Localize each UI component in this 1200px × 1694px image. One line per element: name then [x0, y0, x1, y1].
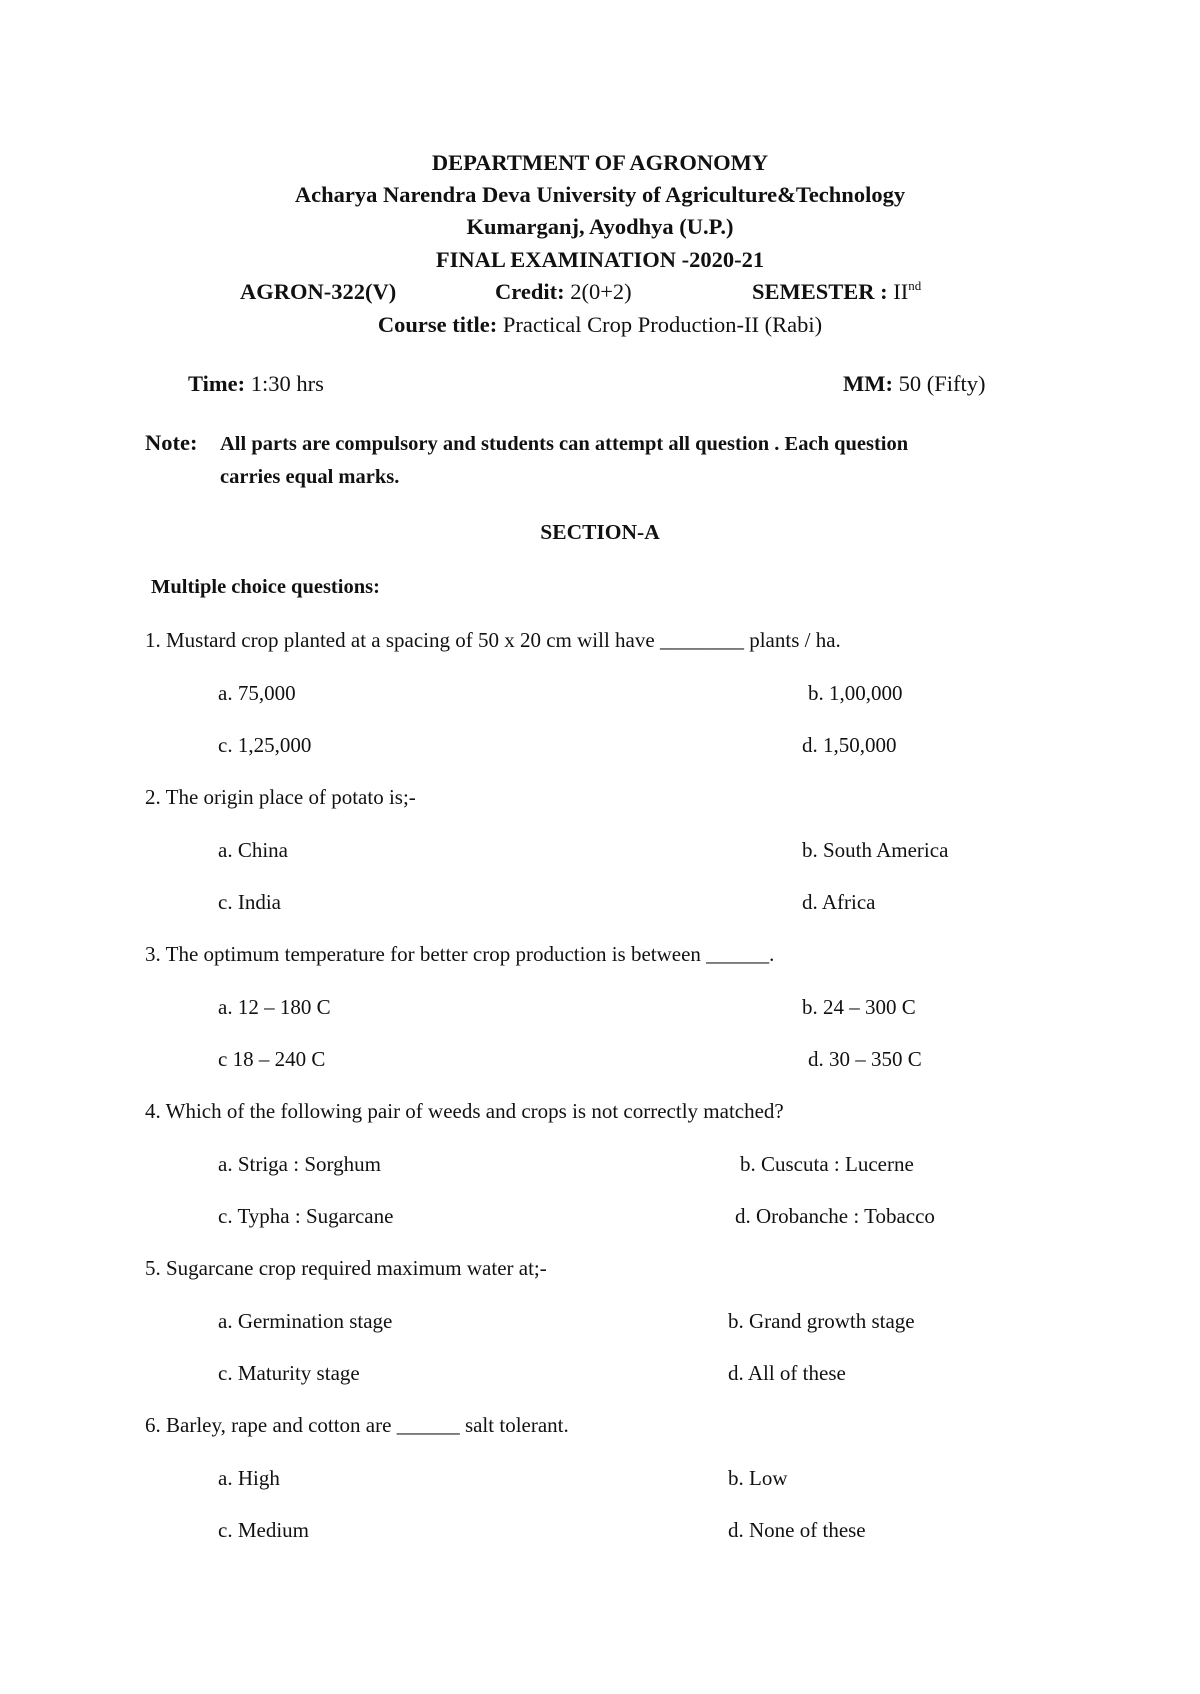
note-line-2: carries equal marks. [220, 466, 400, 488]
question-6-option-b: b. Low [728, 1466, 788, 1490]
question-4-option-d: d. Orobanche : Tobacco [735, 1204, 935, 1228]
question-4-option-b: b. Cuscuta : Lucerne [740, 1152, 914, 1176]
question-3: 3. The optimum temperature for better crop production is between ______. [145, 942, 775, 966]
question-2: 2. The origin place of potato is;- [145, 785, 416, 809]
question-3-option-c: c 18 – 240 C [218, 1047, 326, 1071]
question-6-option-a: a. High [218, 1466, 280, 1490]
note-label: Note: [145, 430, 198, 455]
question-5-option-d: d. All of these [728, 1361, 846, 1385]
credit-label: Credit: [495, 279, 565, 304]
time-value: 1:30 hrs [250, 371, 324, 396]
question-5-option-c: c. Maturity stage [218, 1361, 360, 1385]
question-2-option-a: a. China [218, 838, 288, 862]
question-3-option-b: b. 24 – 300 C [802, 995, 916, 1019]
university-location: Kumarganj, Ayodhya (U.P.) [466, 214, 734, 239]
course-title [0, 314, 1200, 337]
department-title: DEPARTMENT OF AGRONOMY [431, 150, 769, 175]
question-6-option-c: c. Medium [218, 1518, 309, 1542]
time-allowed [188, 373, 324, 396]
semester-label: SEMESTER : [752, 279, 888, 304]
maximum-marks [843, 373, 985, 396]
question-4: 4. Which of the following pair of weeds and crops is not correctly matched? [145, 1099, 784, 1123]
question-2-option-b: b. South America [802, 838, 949, 862]
question-4-option-a: a. Striga : Sorghum [218, 1152, 381, 1176]
question-6: 6. Barley, rape and cotton are ______ salt tolerant. [145, 1413, 569, 1437]
credit-value: 2(0+2) [570, 279, 632, 304]
semester [752, 278, 922, 304]
question-1: 1. Mustard crop planted at a spacing of 50 x 20 cm will have ________ plants / ha. [145, 628, 841, 652]
question-1-option-c: c. 1,25,000 [218, 733, 312, 757]
time-label: Time: [188, 371, 246, 396]
university-name: Acharya Narendra Deva University of Agriculture&Technology [294, 182, 906, 207]
question-3-option-d: d. 30 – 350 C [808, 1047, 922, 1071]
question-5-option-a: a. Germination stage [218, 1309, 393, 1333]
section-title: SECTION-A [540, 520, 660, 544]
question-2-option-d: d. Africa [802, 890, 876, 914]
course-code-text: AGRON-322(V) [240, 279, 397, 304]
course-title-label: Course title: [377, 312, 498, 337]
question-1-option-a: a. 75,000 [218, 681, 296, 705]
note-line-1: All parts are compulsory and students can attempt all question . Each question [220, 433, 909, 455]
question-1-option-d: d. 1,50,000 [802, 733, 897, 757]
question-1-option-b: b. 1,00,000 [808, 681, 903, 705]
exam-title: FINAL EXAMINATION -2020-21 [435, 247, 765, 272]
marks-label: MM: [843, 371, 893, 396]
course-title-value: Practical Crop Production-II (Rabi) [502, 312, 823, 337]
question-4-option-c: c. Typha : Sugarcane [218, 1204, 394, 1228]
question-5: 5. Sugarcane crop required maximum water at;- [145, 1256, 547, 1280]
question-5-option-b: b. Grand growth stage [728, 1309, 915, 1333]
question-6-option-d: d. None of these [728, 1518, 866, 1542]
marks-value: 50 (Fifty) [898, 371, 986, 396]
semester-value: II [893, 279, 909, 304]
credit [495, 281, 632, 304]
section-subtitle: Multiple choice questions: [151, 576, 380, 598]
semester-superscript: nd [908, 278, 922, 293]
question-3-option-a: a. 12 – 180 C [218, 995, 331, 1019]
course-code [240, 281, 396, 304]
question-2-option-c: c. India [218, 890, 281, 914]
